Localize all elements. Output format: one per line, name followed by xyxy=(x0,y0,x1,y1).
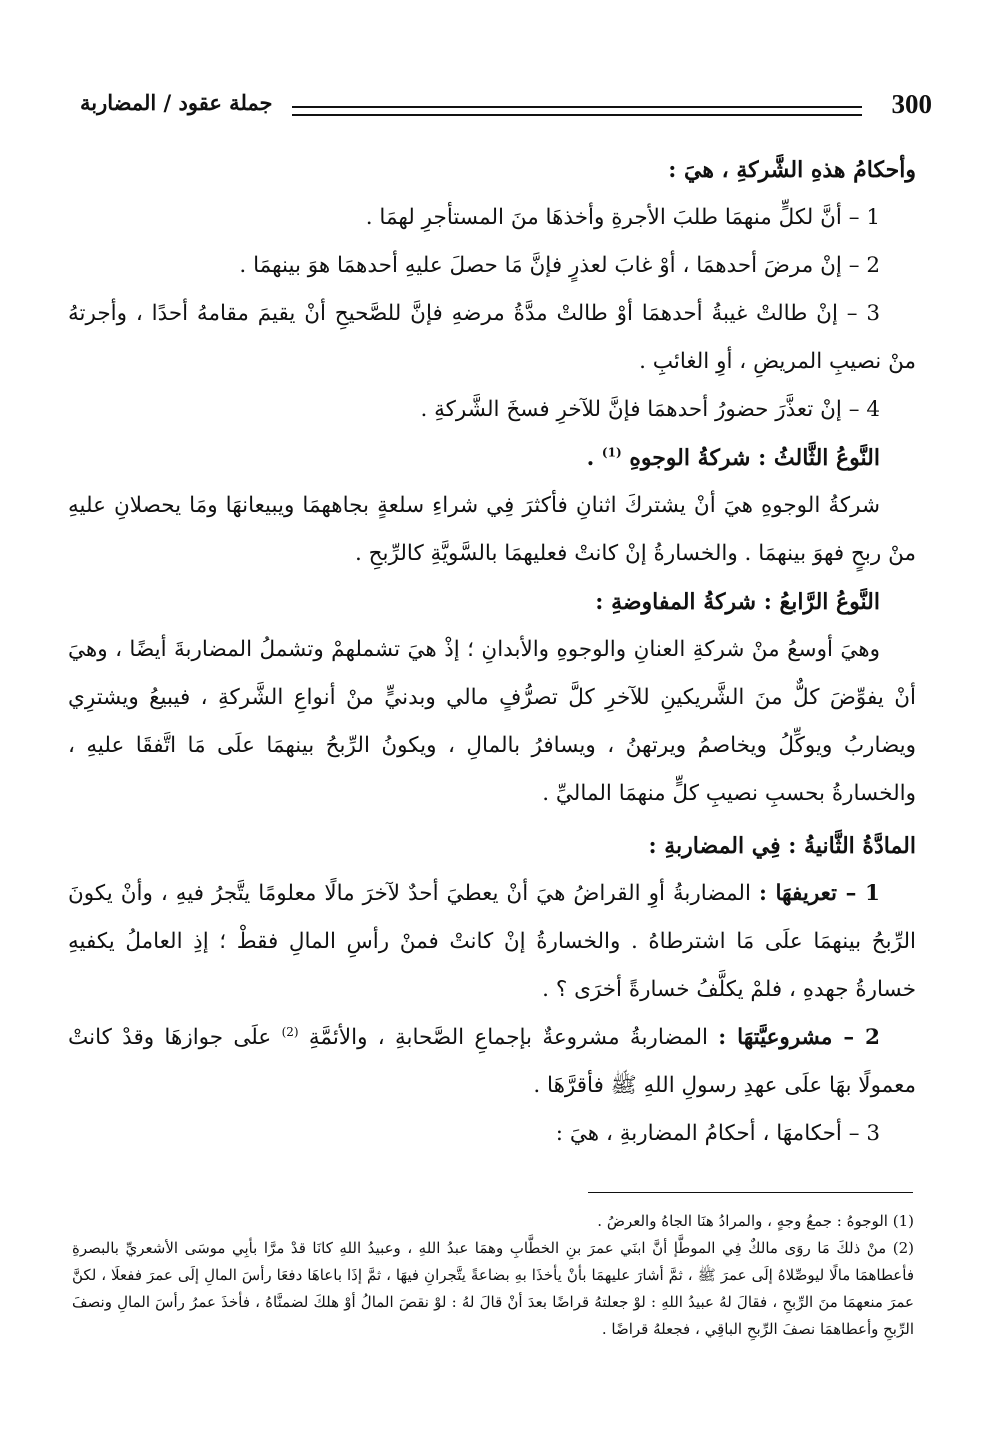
type3-heading-text: النَّوعُ الثَّالثُ : شركةُ الوجوهِ xyxy=(629,445,880,471)
definition-label: 1 – تعريفهَا : xyxy=(758,881,880,906)
type3-definition: شركةُ الوجوهِ هيَ أنْ يشتركَ اثنانِ فأكثرَ فِي شراءِ سلعةٍ بجاههمَا ويبيعانهَا ومَا يحصلانِ عليهِ منْ ربحٍ فهوَ بينهمَا . والخسارةُ إنْ كانتْ فعليهمَا بالسَّويَّةِ كالرِّبحِ . xyxy=(68,493,916,566)
type3-heading-end: . xyxy=(586,445,595,471)
header-rule xyxy=(292,106,862,116)
rule-2: 2 – إنْ مرضَ أحدهمَا ، أوْ غابَ لعذرٍ فإنَّ مَا حصلَ عليهِ أحدهمَا هوَ بينهمَا . xyxy=(239,253,880,278)
running-header xyxy=(80,86,930,126)
definition-paragraph xyxy=(68,870,916,1014)
rulings-paragraph: 3 – أحكامهَا ، أحكامُ المضاربةِ ، هيَ : xyxy=(555,1121,880,1146)
type3-heading xyxy=(68,434,916,482)
legitimacy-text-a: المضاربةُ مشروعةٌ بإجماعِ الصَّحابةِ ، والأئمَّةِ xyxy=(308,1025,708,1050)
type4-definition: وهيَ أوسعُ منْ شركةِ العنانِ والوجوهِ والأبدانِ ؛ إذْ هيَ تشملهمْ وتشملُ المضاربةَ أيضًا ، وهيَ أنْ يفوِّضَ كلٌّ منَ الشَّريكينِ للآخرِ كلَّ تصرُّفٍ مالي وبدنيٍّ منْ أنواعِ الشَّركةِ ، فيبيعُ ويشترِي ويضاربُ ويوكِّلُ ويخاصمُ ويرتهنُ ، ويسافرُ بالمالِ ، ويكونُ الرِّبحُ بينهمَا علَى مَا اتَّفقَا عليهِ ، والخسارةُ بحسبِ نصيبِ كلٍّ منهمَا الماليِّ . xyxy=(68,637,916,806)
article2-heading: المادَّةُ الثَّانيةُ : فِي المضاربةِ : xyxy=(648,833,916,859)
rule-4: 4 – إنْ تعذَّرَ حضورُ أحدهمَا فإنَّ للآخرِ فسخَ الشَّركةِ . xyxy=(420,397,880,422)
footnotes xyxy=(72,1208,914,1343)
footnote-ref-2: (2) xyxy=(281,1024,299,1039)
type4-heading: النَّوعُ الرَّابعُ : شركةُ المفاوضةِ : xyxy=(595,589,880,615)
legitimacy-label: 2 – مشروعيَّتهَا : xyxy=(718,1025,880,1050)
footnote-1: (1) الوجوهُ : جمعُ وجهٍ ، والمرادُ هنَا الجاهُ والعرضُ . xyxy=(597,1212,914,1230)
definition-text: المضاربةُ أوِ القراضُ هيَ أنْ يعطيَ أحدٌ لآخرَ مالًا معلومًا يتَّجرُ فيهِ ، وأنْ يكونَ الرِّبحُ بينهمَا علَى مَا اشترطاهُ . والخسارةُ إنْ كانتْ فمنْ رأسِ المالِ فقطْ ؛ إذِ العاملُ يكفيهِ خسارةُ جهدهِ ، فلمْ يكلَّفُ خسارةً أخرَى ؟ . xyxy=(68,881,916,1002)
heading-rulings: وأحكامُ هذهِ الشَّركةِ ، هيَ : xyxy=(668,157,916,183)
footnote-separator xyxy=(588,1192,913,1193)
main-text xyxy=(68,146,916,1158)
legitimacy-text-b: علَى جوازهَا وقدْ كانتْ معمولًا بهَا علَى عهدِ رسولِ اللهِ ﷺ فأقرَّهَا . xyxy=(68,1025,916,1098)
header-title: جملة عقود / المضاربة xyxy=(80,90,273,115)
footnote-ref-1: (1) xyxy=(601,445,622,460)
legitimacy-paragraph xyxy=(68,1014,916,1110)
rule-1: 1 – أنَّ لكلٍّ منهمَا طلبَ الأجرةِ وأخذهَا منَ المستأجرِ لهمَا . xyxy=(365,205,880,230)
page-number: 300 xyxy=(891,89,932,119)
rule-3: 3 – إنْ طالتْ غيبةُ أحدهمَا أوْ طالتْ مدَّةُ مرضهِ فإنَّ للصَّحيحِ أنْ يقيمَ مقامهُ أحدًا ، وأجرتهُ منْ نصيبِ المريضِ ، أوِ الغائبِ . xyxy=(68,301,916,374)
footnote-2: (2) منْ ذلكَ مَا روَى مالكٌ فِي الموطَّإ أنَّ ابنَي عمرَ بنِ الخطَّابِ وهمَا عبدُ اللهِ ، وعبيدُ اللهِ كانَا قدْ مرَّا بأبِي موسَى الأشعريِّ بالبصرةِ فأعطاهمَا مالًا ليوصِّلاهُ إلَى عمرَ ﷺ ، ثمَّ أشارَ عليهمَا بأنْ يأخذَا بهِ بضاعةً يتَّجرانِ فيهَا ، ثمَّ إذَا باعاهَا دفعَا رأسَ المالِ إلَى عمرَ ففعلَا ، لكنَّ عمرَ منعهمَا منَ الرِّبحِ ، فقالَ لهُ عبيدُ اللهِ : لوْ جعلتهُ قراضًا بعدَ أنْ قالَ لهُ : لوْ نقصَ المالُ أوْ هلكَ لضمنَّاهُ ، فأخذَ عمرُ رأسَ المالِ ونصفَ الرِّبحِ وأعطاهمَا نصفَ الرِّبحِ الباقِي ، فجعلهُ قراضًا . xyxy=(72,1239,914,1338)
